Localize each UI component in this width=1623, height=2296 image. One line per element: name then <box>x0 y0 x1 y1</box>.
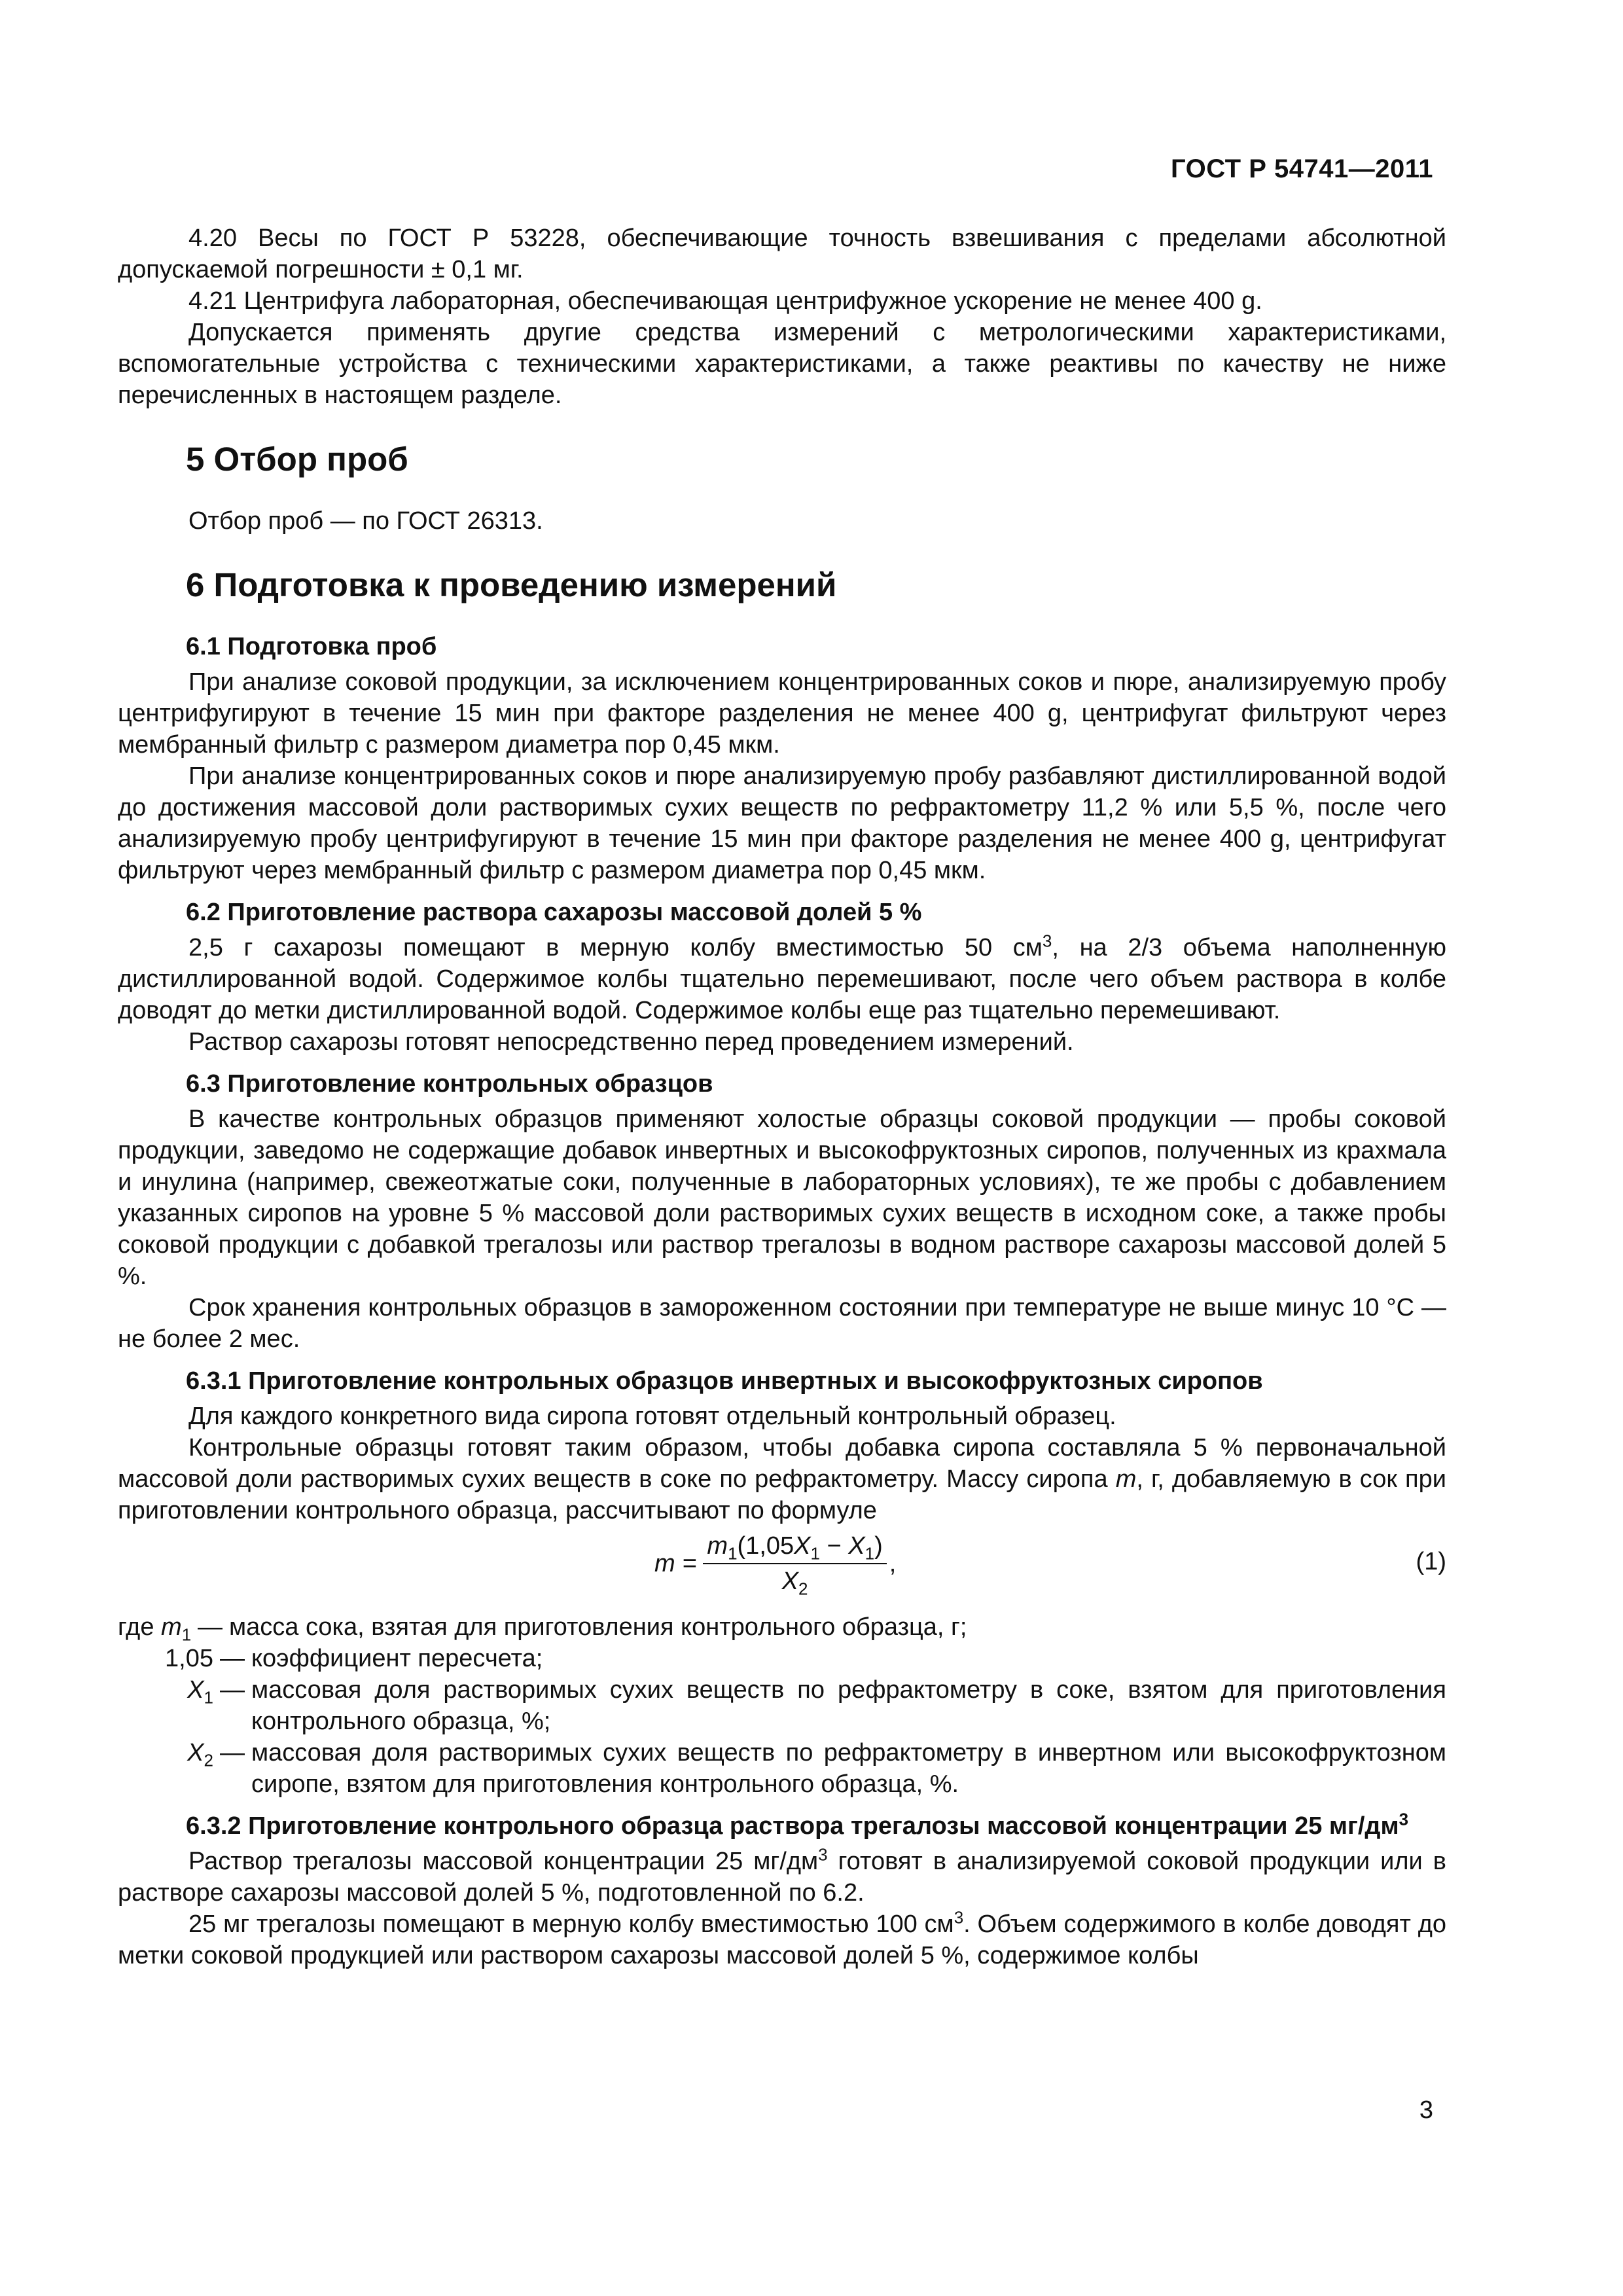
formula-expression <box>654 1532 897 1599</box>
legend-row-m1: где $m_1$ — масса сока, взятая для приготовления контрольного образца, г; <box>118 1611 1446 1643</box>
formula-fraction <box>703 1532 886 1599</box>
formula-1 <box>118 1529 1446 1599</box>
subsection-6-3-paragraph-2: Срок хранения контрольных образцов в замороженном состоянии при температуре не выше минус 10 °С — не более 2 мес. <box>118 1294 1446 1353</box>
subsection-6-3-2-title: 6.3.2 Приготовление контрольного образца раствора трегалозы массовой концентрации 25 $мг/дм^3$ <box>186 1809 1409 1840</box>
subsection-6-1-paragraph-2: При анализе концентрированных соков и пюре анализируемую пробу разбавляют дистиллированной водой до достижения массовой доли растворимых сухих веществ по рефрактометру 11,2 % или 5,5 %, после чего анализируемую пробу центрифугируют в течение 15 мин при факторе разделения не менее 400 g, центрифугат фильтруют через мембранный фильтр с размером диаметра пор 0,45 мкм. <box>118 762 1446 884</box>
legend-row-x1: $X_1$ — массовая доля растворимых сухих веществ по рефрактометру в соке, взятом для приготовления контрольного образца, %; <box>118 1674 1446 1737</box>
section-6-title: 6 Подготовка к проведению измерений <box>186 566 837 603</box>
section-5-text: Отбор проб — по ГОСТ 26313. <box>188 507 543 535</box>
document-body <box>118 223 1446 1971</box>
legend-row-x2: $X_2$ — массовая доля растворимых сухих веществ по рефрактометру в инвертном или высокофруктозном сиропе, взятом для приготовления контрольного образца, %. <box>118 1737 1446 1800</box>
formula-denominator: $X_2$ <box>781 1568 808 1599</box>
subsection-6-2-title: 6.2 Приготовление раствора сахарозы массовой долей 5 % <box>186 899 922 926</box>
subsection-6-3-2-paragraph-1: Раствор трегалозы массовой концентрации 25 $мг/дм^3$ готовят в анализируемой соковой продукции или в растворе сахарозы массовой долей 5 %, подготовленной по 6.2. <box>118 1844 1446 1907</box>
formula-numerator: $m_1(1,05X_1 - X_1)$ <box>703 1532 886 1564</box>
legend-row-coefficient: 1,05 — коэффициент пересчета; <box>118 1643 1446 1674</box>
legend-text: массовая доля растворимых сухих веществ по рефрактометру в соке, взятом для приготовления контрольного образца, %; <box>251 1676 1446 1735</box>
legend-symbol: где $m_1$ <box>118 1613 192 1645</box>
paragraph-4-20: 4.20 Весы по ГОСТ Р 53228, обеспечивающие точность взвешивания с пределами абсолютной допускаемой погрешности ± 0,1 мг. <box>118 224 1446 283</box>
formula-legend <box>118 1611 1446 1800</box>
formula-number: (1) <box>1416 1548 1446 1575</box>
legend-text: коэффициент пересчета; <box>251 1645 543 1672</box>
legend-text: масса сока, взятая для приготовления контрольного образца, г; <box>229 1613 967 1641</box>
formula-lhs: m = <box>654 1550 697 1577</box>
subsection-6-3-1-title: 6.3.1 Приготовление контрольных образцов инвертных и высокофруктозных сиропов <box>186 1367 1263 1395</box>
subsection-6-1-title: 6.1 Подготовка проб <box>186 633 437 660</box>
subsection-6-3-paragraph-1: В качестве контрольных образцов применяют холостые образцы соковой продукции — пробы соковой продукции, заведомо не содержащие добавок инвертных и высокофруктозных сиропов, полученных из крахмала и инулина (например, свежеотжатые соки, полученные в лабораторных условиях), те же пробы с добавлением указанных сиропов на уровне 5 % массовой доли растворимых сухих веществ в исходном соке, а также пробы соковой продукции с добавкой трегалозы или раствор трегалозы в водном растворе сахарозы массовой долей 5 %. <box>118 1105 1446 1290</box>
subsection-6-3-2-paragraph-2: 25 мг трегалозы помещают в мерную колбу вместимостью 100 $см^3$. Объем содержимого в колбе доводят до метки соковой продукцией или раствором сахарозы массовой долей 5 %, содержимое колбы <box>118 1907 1446 1969</box>
legend-symbol: 1,05 <box>165 1645 213 1672</box>
formula-comma: , <box>889 1550 897 1577</box>
subsection-6-3-title: 6.3 Приготовление контрольных образцов <box>186 1070 713 1098</box>
subsection-6-3-1-paragraph-1: Для каждого конкретного вида сиропа готовят отдельный контрольный образец. <box>188 1403 1116 1430</box>
subsection-6-2-paragraph-2: Раствор сахарозы готовят непосредственно перед проведением измерений. <box>188 1028 1074 1056</box>
subsection-6-3-1-paragraph-2: Контрольные образцы готовят таким образом, чтобы добавка сиропа составляла 5 % первоначальной массовой доли растворимых сухих веществ в соке по рефрактометру. Массу сиропа m, г, добавляемую в сок при приготовлении контрольного образца, рассчитывают по формуле <box>118 1434 1446 1524</box>
subsection-6-1-paragraph-1: При анализе соковой продукции, за исключением концентрированных соков и пюре, анализируемую пробу центрифугируют в течение 15 мин при факторе разделения не менее 400 g, центрифугат фильтруют через мембранный фильтр с размером диаметра пор 0,45 мкм. <box>118 668 1446 759</box>
legend-symbol: $X_1$ <box>187 1676 213 1708</box>
paragraph-4-21: 4.21 Центрифуга лабораторная, обеспечивающая центрифужное ускорение не менее 400 g. <box>188 287 1262 315</box>
legend-symbol: $X_2$ <box>187 1739 213 1770</box>
subsection-6-2-paragraph-1: 2,5 г сахарозы помещают в мерную колбу вместимостью 50 $см^3$, на 2/3 объема наполненную дистиллированной водой. Содержимое колбы тщательно перемешивают, после чего объем раствора в колбе доводят до метки дистиллированной водой. Содержимое колбы еще раз тщательно перемешивают. <box>118 931 1446 1024</box>
document-header: ГОСТ Р 54741—2011 <box>1171 154 1433 183</box>
page-number: 3 <box>1419 2096 1433 2124</box>
section-5-title: 5 Отбор проб <box>186 440 408 478</box>
legend-text: массовая доля растворимых сухих веществ по рефрактометру в инвертном или высокофруктозном сиропе, взятом для приготовления контрольного образца, %. <box>251 1739 1446 1798</box>
paragraph-allowance: Допускается применять другие средства измерений с метрологическими характеристиками, вспомогательные устройства с техническими характеристиками, а также реактивы по качеству не ниже перечисленных в настоящем разделе. <box>118 319 1446 409</box>
